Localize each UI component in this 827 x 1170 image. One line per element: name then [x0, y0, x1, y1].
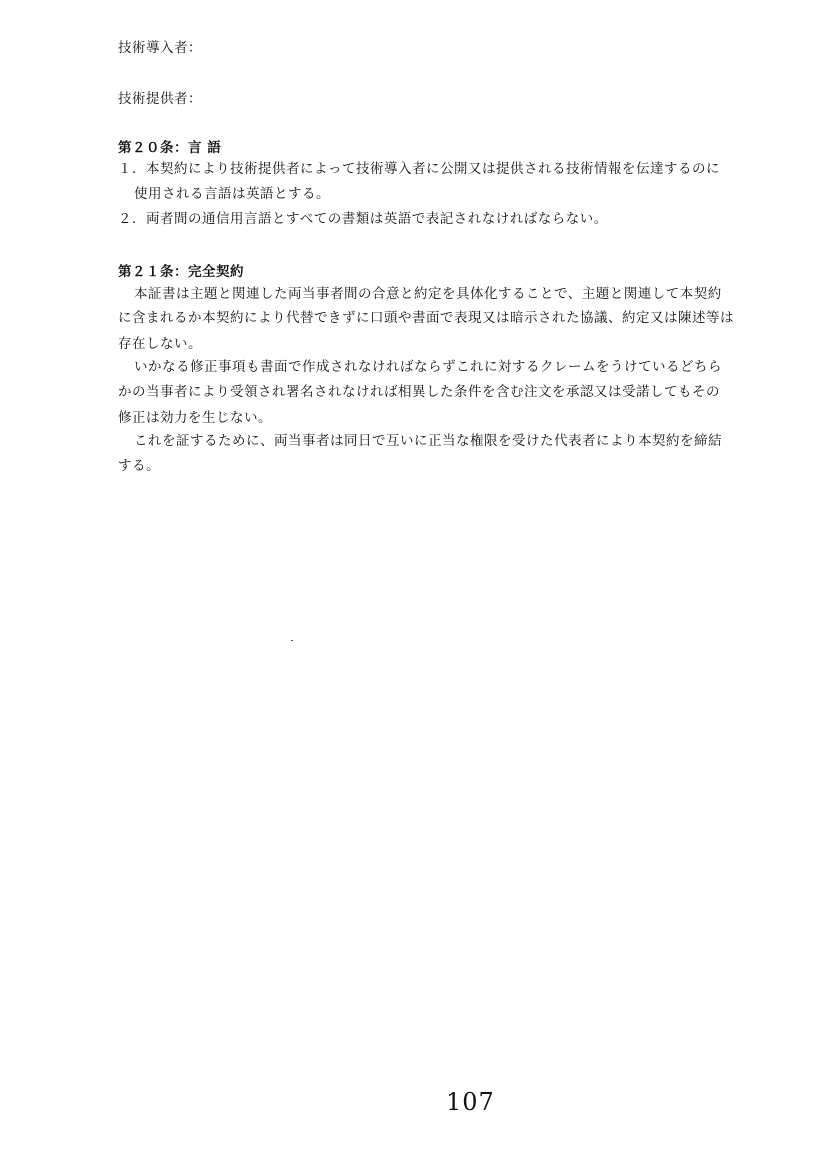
provider-label: 技術提供者： — [118, 91, 202, 107]
importer-label: 技術導入者： — [118, 40, 202, 56]
article-20-item-1-line-1: １．本契約により技術提供者によって技術導入者に公開又は提供される技術情報を伝達するのに — [118, 161, 720, 177]
article-21-para-3-line-2: する。 — [118, 458, 160, 474]
article-20-item-2: ２．両者間の通信用言語とすべての書類は英語で表記されなければならない。 — [118, 211, 608, 227]
article-21-para-2-line-2: かの当事者により受領され署名されなければ相異した条件を含む注文を承認又は受諾してもその — [118, 384, 720, 400]
article-21-para-1-line-2: に含まれるか本契約により代替できずに口頭や書面で表現又は暗示された協議、約定又は陳述等は — [118, 310, 734, 326]
page-number: 107 — [446, 1088, 495, 1116]
scan-speck — [291, 640, 293, 641]
article-21-para-3-line-1: これを証するために、両当事者は同日で互いに正当な権限を受けた代表者により本契約を締結 — [134, 433, 722, 449]
article-20-heading: 第２０条：言 語 — [118, 140, 222, 156]
article-21-para-2-line-3: 修正は効力を生じない。 — [118, 410, 272, 426]
article-21-heading: 第２１条：完全契約 — [118, 264, 244, 280]
article-21-para-2-line-1: いかなる修正事項も書面で作成されなければならずこれに対するクレームをうけているどちら — [134, 359, 722, 375]
article-20-item-1-line-2: 使用される言語は英語とする。 — [134, 186, 330, 202]
article-21-para-1-line-3: 存在しない。 — [118, 336, 202, 352]
article-21-para-1-line-1: 本証書は主題と関連した両当事者間の合意と約定を具体化することで、主題と関連して本契約 — [134, 286, 722, 302]
